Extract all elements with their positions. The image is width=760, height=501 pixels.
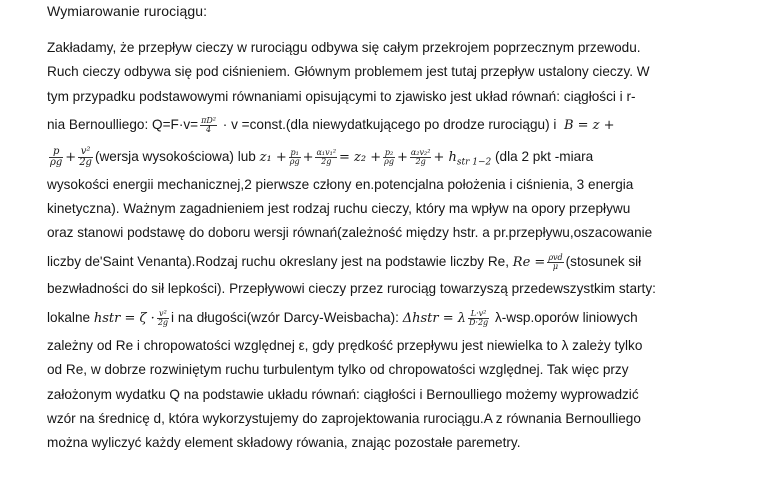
operator: + [302,149,314,165]
denominator: 2g [79,156,92,168]
fraction-pressure-head [49,147,63,168]
numerator: p [49,147,63,158]
denominator: 2g [157,317,169,327]
text-line: Zakładamy, że przepływ cieczy w rurociągu odbywa się całym przekrojem poprzecznym przewodu. [47,40,641,55]
text-line: wysokości energii mechanicznej,2 pierwsze człony en.potencjalna położenia i ciśnienia, 3 energia [47,176,634,192]
subscript: str 1−2 [456,157,492,168]
numerator: ρvd [548,252,563,262]
text-line: zależny od Re i chropowatości względnej ε, gdy prędkość przepływu jest niewielka to λ zależy tylko [47,338,643,354]
numerator: α₂v₂² [410,147,431,157]
denominator: 2g [321,156,332,166]
text-span: nia Bernoulliego: Q=F·v= [47,116,199,132]
numerator: p₂ [384,147,394,157]
denominator: μ [552,261,559,271]
denominator: 4 [206,124,212,134]
math-term: z₁ + [259,149,287,165]
math-term: + h [433,149,457,165]
fraction-p2 [383,149,395,166]
fraction-linear-loss [468,310,489,327]
denominator: D·2g [469,317,489,327]
body-paragraph [47,36,755,456]
text-span: · v =const.(dla niewydatkującego po drodze rurociągu) i [222,116,557,132]
text-span: lokalne [47,310,91,326]
text-line: oraz stanowi podstawę do doboru wersji równań(zależność między hstr. a pr.przepływu,oszacowanie [47,225,653,241]
text-span: (stosunek sił [565,253,642,269]
text-span: liczby de'Saint Venanta).Rodzaj ruchu okreslany jest na podstawie liczby Re, [47,253,510,269]
numerator: v² [78,147,93,158]
fraction-v2 [410,149,432,166]
math-term: hstr = ζ · [93,311,155,327]
bernoulli-b-formula: B = z + [563,117,615,133]
denominator: 2g [415,156,426,166]
numerator: v² [157,310,169,319]
text-line: wzór na średnicę d, która wykorzystujemy do zaprojektowania rurociągu.A z równania Bernoulliego [47,410,641,426]
operator: + [396,149,408,165]
denominator: ρg [50,156,63,168]
text-span: (wersja wysokościowa) lub [94,148,256,164]
text-line: tym przypadku podstawowymi równaniami opisującymi to zjawisko jest układ równań: ciągłości i r- [47,88,636,104]
text-span: i na długości(wzór Darcy-Weisbacha): [171,310,399,326]
section-title: Wymiarowanie rurociągu: [47,3,208,19]
numerator: α₁v₁² [316,147,337,157]
fraction-local-loss [157,310,169,327]
text-line: od Re, w dobrze rozwiniętym ruchu turbulentym tylko od chropowatości względnej. Tak więc przy [47,362,629,378]
denominator: ρg [384,156,394,166]
text-span: (dla 2 pkt -miara [495,148,594,164]
text-line-reynolds [47,246,755,277]
numerator: L·v² [468,310,489,319]
text-span: λ-wsp.oporów liniowych [494,310,638,326]
text-line-continuity-equation [47,109,755,140]
text-line: bezwładności do sił lepkości). Przepływowi cieczy przez rurociąg towarzyszą przedewszystkim starty: [47,280,656,296]
text-line: założonym wydatku Q na podstawie układu równań: ciągłości i Bernoulliego możemy wyprowadzić [47,386,639,402]
text-line-losses [47,301,755,334]
numerator: p₁ [290,147,299,157]
fraction-p1 [289,149,301,166]
math-term: Re = [512,254,546,270]
fraction-pi-d2 [200,117,217,134]
math-term: Δhstr = λ [402,311,466,327]
math-term: = z₂ + [339,149,382,165]
text-line: można wyliczyć każdy element składowy rówania, znając pozostałe paremetry. [47,435,521,451]
text-line-bernoulli-equation [47,140,755,173]
operator: + [65,149,77,165]
denominator: ρg [289,156,300,166]
numerator: πD² [201,115,217,125]
fraction-v1 [315,149,337,166]
text-line: Ruch cieczy odbywa się pod ciśnieniem. Głównym problemem jest tutaj przepływ ustalony cieczy. W [47,64,650,80]
text-line: kinetyczna). Ważnym zagadnieniem jest rodzaj ruchu cieczy, który ma wpływ na opory przepływu [47,201,631,217]
fraction-velocity-head [78,147,93,168]
fraction-reynolds [547,254,563,271]
